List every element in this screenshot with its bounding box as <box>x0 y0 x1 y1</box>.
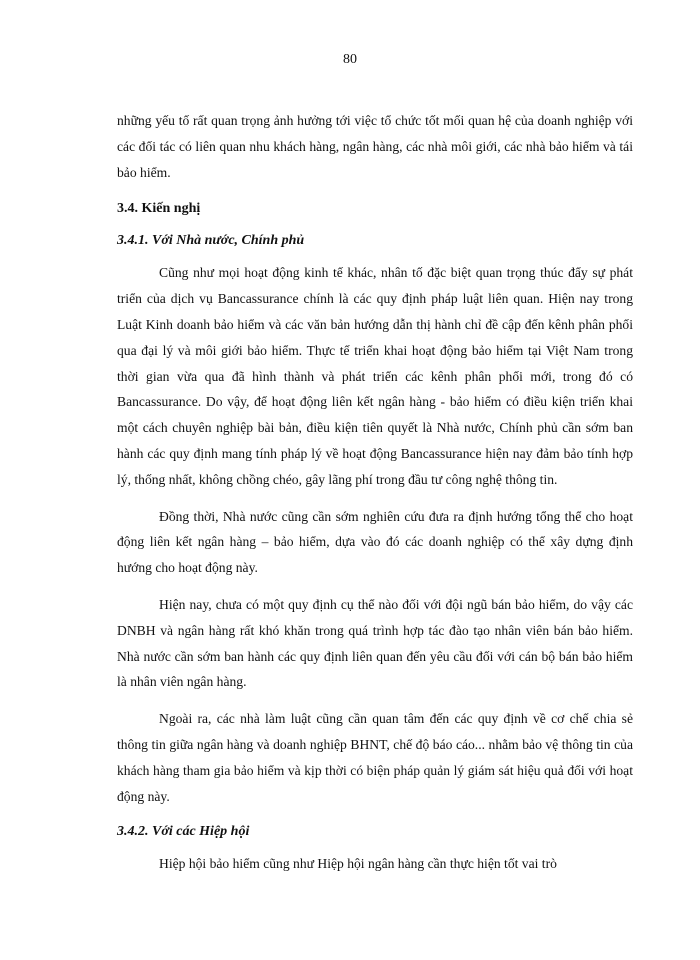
subsection-heading-associations: 3.4.2. Với các Hiệp hội <box>117 824 250 840</box>
page-number: 80 <box>343 52 357 67</box>
paragraph-information-sharing: Ngoài ra, các nhà làm luật cũng cần quan tâm đến các quy định về cơ chế chia sẻ thông tin giữa ngân hàng và doanh nghiệp BHNT, chế độ báo cáo... nhằm bảo vệ thông tin của khách hàng tham gia bảo hiểm và kịp thời có biện pháp quản lý giám sát hiệu quả đối với hoạt động này. <box>117 711 633 804</box>
paragraph-orientation: Đồng thời, Nhà nước cũng cần sớm nghiên cứu đưa ra định hướng tổng thể cho hoạt động liên kết ngân hàng – bảo hiểm, dựa vào đó các doanh nghiệp có thể xây dựng định hướng cho hoạt động này. <box>117 508 633 576</box>
section-heading: 3.4. Kiến nghị <box>117 201 201 217</box>
paragraph-associations: Hiệp hội bảo hiểm cũng như Hiệp hội ngân hàng cần thực hiện tốt vai trò <box>159 856 557 872</box>
paragraph-legal-framework: Cũng như mọi hoạt động kinh tế khác, nhân tố đặc biệt quan trọng thúc đẩy sự phát triển của dịch vụ Bancassurance chính là các quy định pháp luật liên quan. Hiện nay trong Luật Kinh doanh bảo hiểm và các văn bản hướng dẫn thị hành chỉ đề cập đến kênh phân phối qua đại lý và môi giới bảo hiểm. Thực tế triển khai hoạt động bảo hiểm tại Việt Nam trong thời gian vừa qua đã hình thành và phát triển các kênh phân phối mới, trong đó có Bancassurance. Do vậy, để hoạt động liên kết ngân hàng - bảo hiểm có điều kiện triển khai một cách chuyên nghiệp bài bản, điều kiện tiên quyết là Nhà nước, Chính phủ cần sớm ban hành các quy định mang tính pháp lý về hoạt động Bancassurance hiện nay đảm bảo tính hợp lý, thống nhất, không chồng chéo, gây lãng phí trong đầu tư công nghệ thông tin. <box>117 265 633 487</box>
paragraph-continuation: những yếu tố rất quan trọng ảnh hưởng tới việc tổ chức tốt mối quan hệ của doanh nghiệp với các đối tác có liên quan nhu khách hàng, ngân hàng, các nhà môi giới, các nhà bảo hiểm và tái bảo hiểm. <box>117 113 633 180</box>
subsection-heading-government: 3.4.1. Với Nhà nước, Chính phủ <box>117 233 305 249</box>
paragraph-sales-staff: Hiện nay, chưa có một quy định cụ thể nào đối với đội ngũ bán bảo hiểm, do vậy các DNBH và ngân hàng rất khó khăn trong quá trình hợp tác đào tạo nhân viên bán bảo hiểm. Nhà nước cần sớm ban hành các quy định liên quan đến yêu cầu đối với cán bộ bán bảo hiểm là nhân viên ngân hàng. <box>117 596 633 690</box>
page-body <box>117 108 633 888</box>
